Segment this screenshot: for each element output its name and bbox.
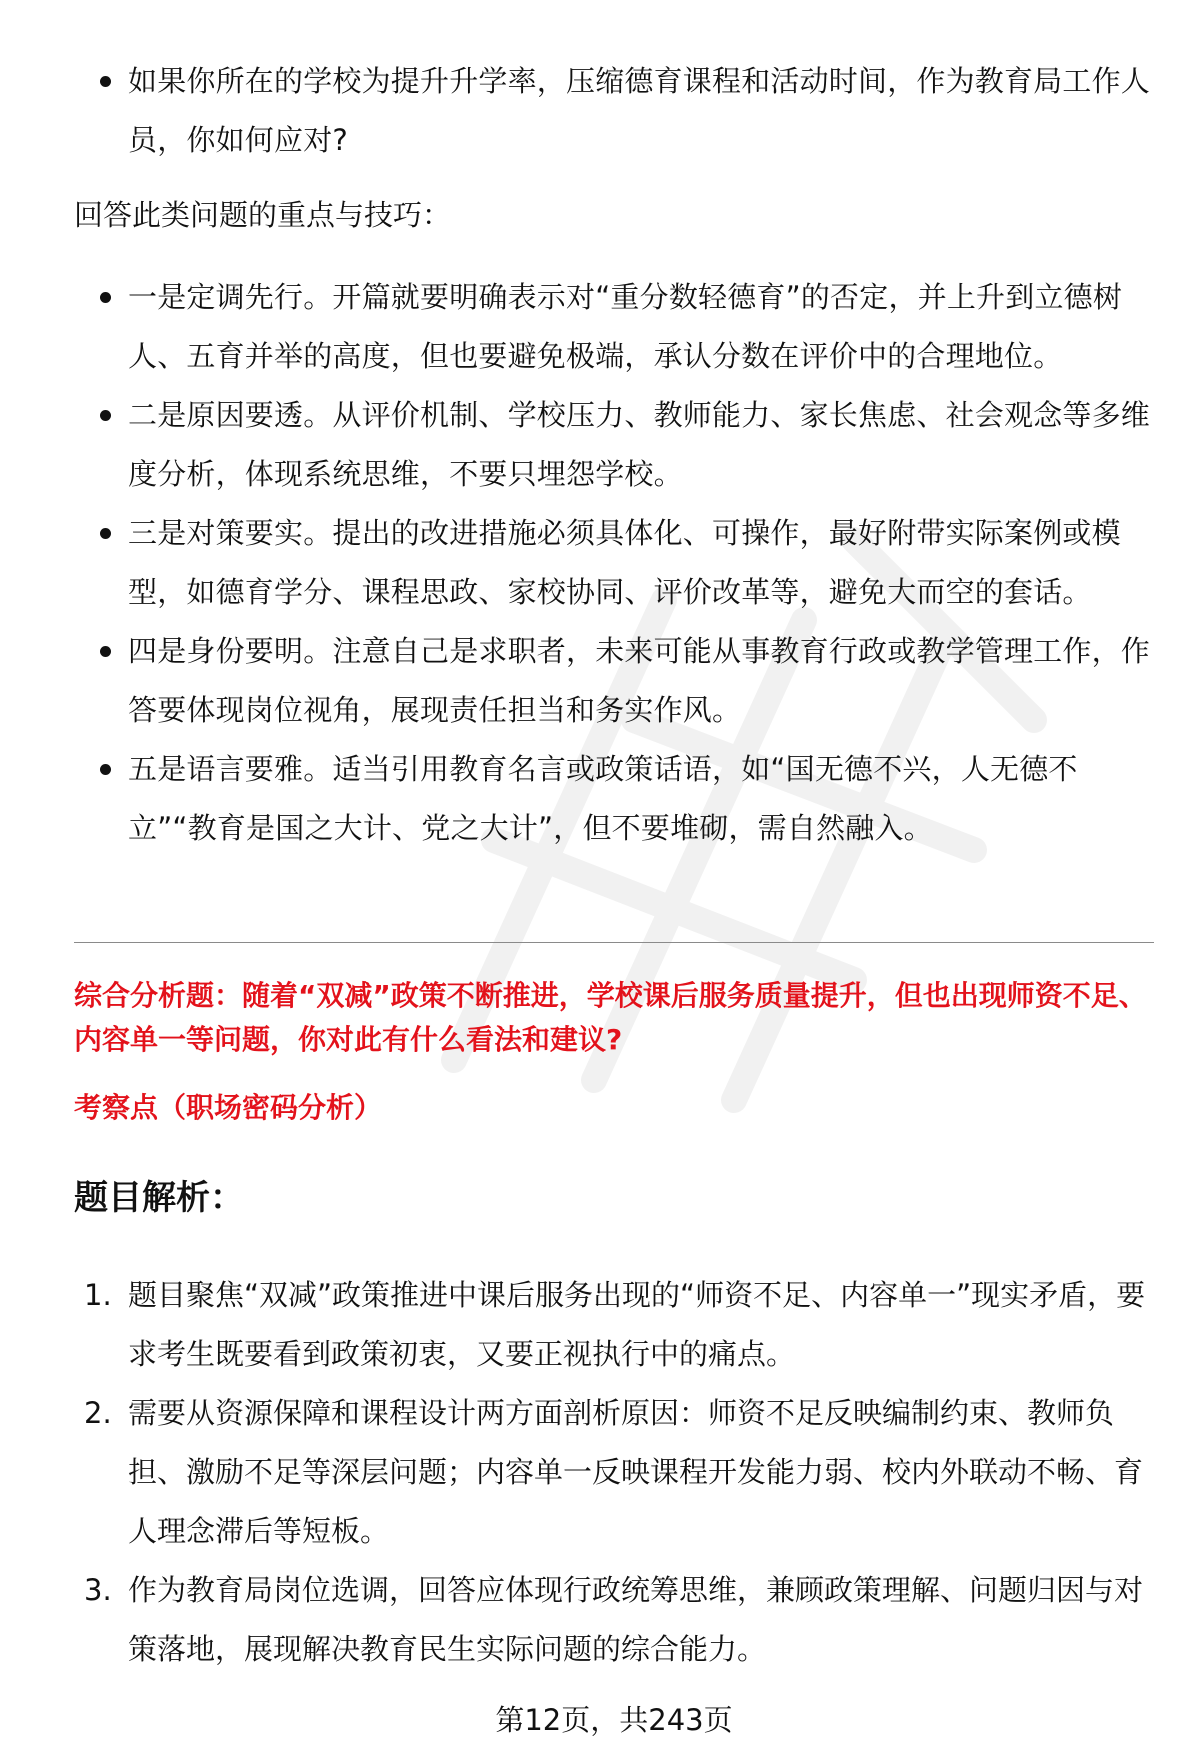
question-bullet-list [74,52,1154,170]
bullet-text: 一是定调先行。开篇就要明确表示对“重分数轻德育”的否定，并上升到立德树人、五育并举的高度，但也要避免极端，承认分数在评价中的合理地位。 [128,280,1123,373]
list-item [74,504,1154,622]
item-number: 1. [84,1278,112,1312]
bullet-dot [100,764,111,775]
bullet-dot [100,76,111,87]
bullet-dot [100,528,111,539]
section-divider [74,942,1154,943]
bullet-text: 三是对策要实。提出的改进措施必须具体化、可操作，最好附带实际案例或模型，如德育学分、课程思政、家校协同、评价改革等，避免大而空的套话。 [128,516,1121,609]
exam-point-label: 考察点（职场密码分析） [74,1091,383,1124]
item-number: 3. [84,1573,112,1607]
bullet-text: 五是语言要雅。适当引用教育名言或政策话语，如“国无德不兴，人无德不立”“教育是国之大计、党之大计”，但不要堆砌，需自然融入。 [128,752,1078,845]
tips-intro: 回答此类问题的重点与技巧： [74,198,452,232]
page-footer: 第12页，共243页 [495,1703,733,1737]
list-item [74,1384,1154,1561]
item-text: 需要从资源保障和课程设计两方面剖析原因：师资不足反映编制约束、教师负担、激励不足等深层问题；内容单一反映课程开发能力弱、校内外联动不畅、育人理念滞后等短板。 [128,1396,1144,1548]
bullet-dot [100,646,111,657]
analysis-heading: 题目解析： [74,1178,244,1218]
list-item [74,1561,1154,1679]
list-item [74,52,1154,170]
bullet-text: 如果你所在的学校为提升升学率，压缩德育课程和活动时间，作为教育局工作人员，你如何应对? [128,64,1151,157]
analysis-list [74,1266,1154,1679]
bullet-dot [100,410,111,421]
item-number: 2. [84,1396,112,1430]
document-page [74,0,1154,1755]
item-text: 题目聚焦“双减”政策推进中课后服务出现的“师资不足、内容单一”现实矛盾，要求考生既要看到政策初衷，又要正视执行中的痛点。 [128,1278,1146,1371]
list-item [74,386,1154,504]
list-item [74,268,1154,386]
tips-bullet-list [74,268,1154,858]
question-title: 综合分析题：随着“双减”政策不断推进，学校课后服务质量提升，但也出现师资不足、内容单一等问题，你对此有什么看法和建议? [74,979,1147,1056]
item-text: 作为教育局岗位选调，回答应体现行政统筹思维，兼顾政策理解、问题归因与对策落地，展现解决教育民生实际问题的综合能力。 [128,1573,1144,1666]
bullet-text: 二是原因要透。从评价机制、学校压力、教师能力、家长焦虑、社会观念等多维度分析，体现系统思维，不要只埋怨学校。 [128,398,1151,491]
list-item [74,1266,1154,1384]
bullet-dot [100,292,111,303]
list-item [74,622,1154,740]
bullet-text: 四是身份要明。注意自己是求职者，未来可能从事教育行政或教学管理工作，作答要体现岗位视角，展现责任担当和务实作风。 [128,634,1151,727]
list-item [74,740,1154,858]
